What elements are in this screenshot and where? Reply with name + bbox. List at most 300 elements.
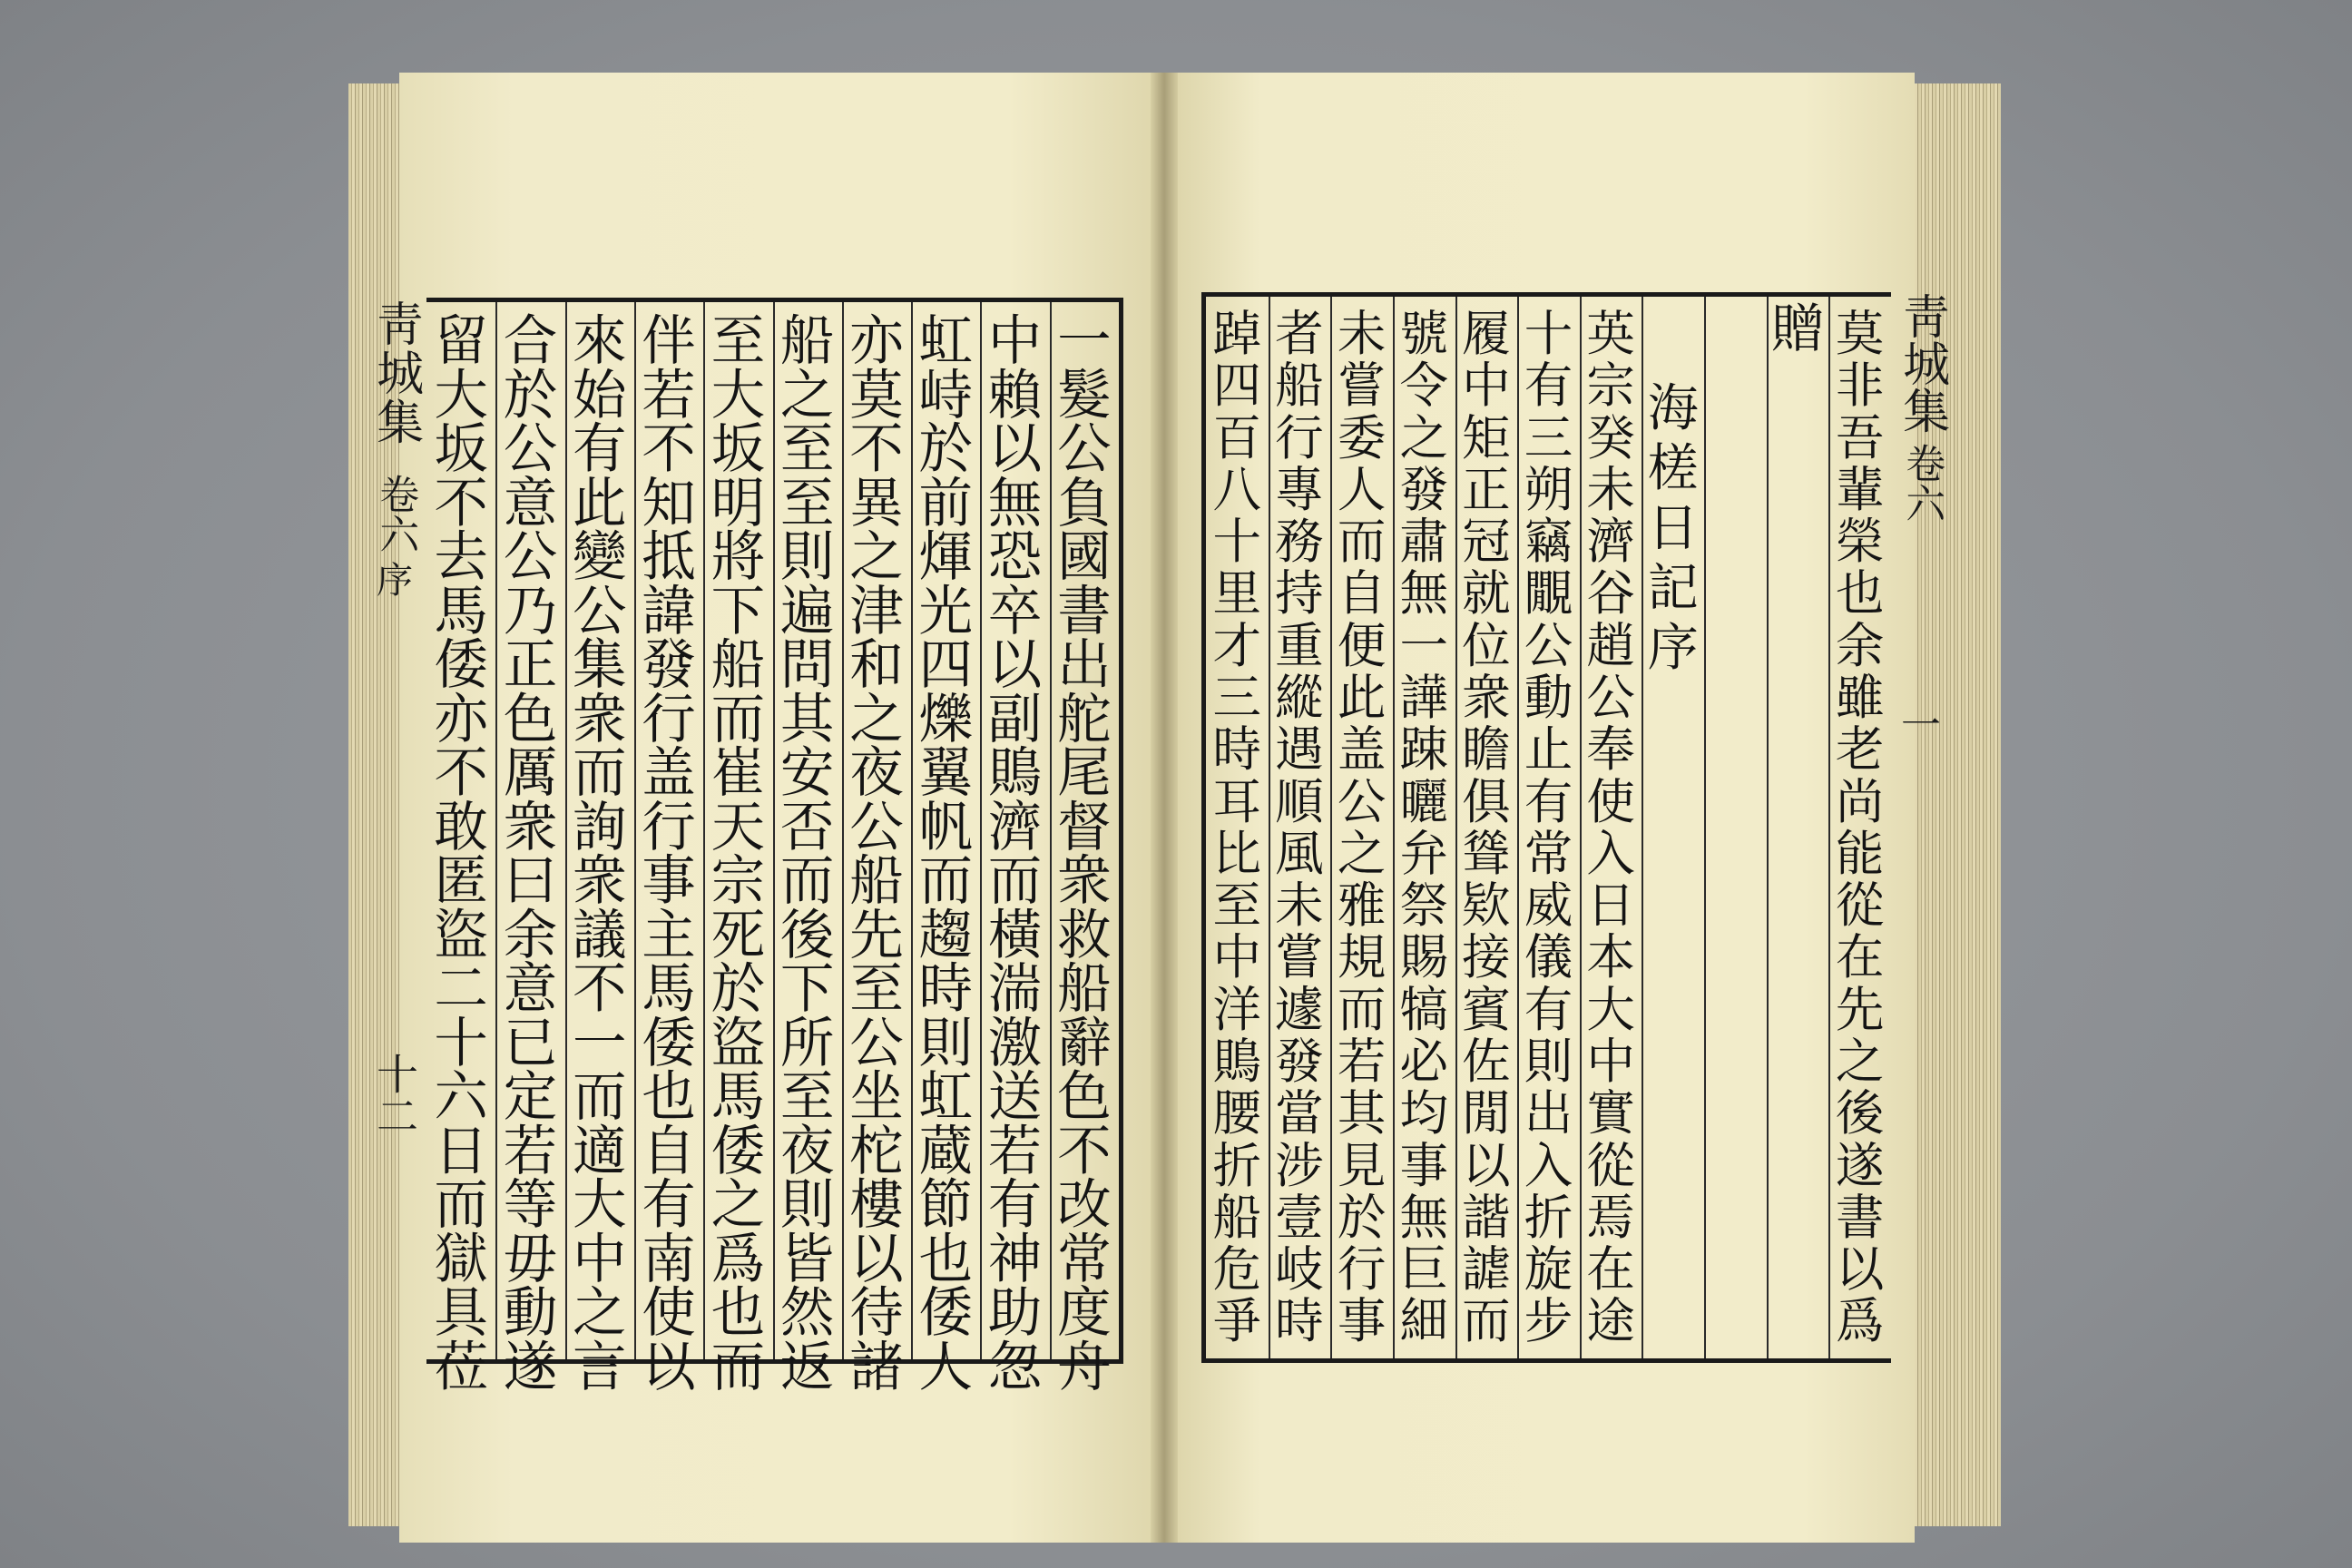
- glyph: 明: [710, 472, 766, 535]
- glyph: 二: [434, 958, 488, 1022]
- glyph: 十: [434, 1012, 488, 1075]
- glyph: 矩: [1462, 408, 1511, 466]
- glyph: 而: [572, 1066, 627, 1130]
- glyph: 書: [1835, 1188, 1885, 1246]
- glyph: 爲: [710, 1228, 766, 1291]
- glyph: 神: [987, 1228, 1043, 1291]
- glyph: 若: [503, 1120, 558, 1183]
- glyph: 之: [849, 526, 904, 590]
- glyph: 事: [1399, 1136, 1448, 1194]
- glyph: 謔: [1462, 1240, 1511, 1298]
- glyph: 大: [572, 1174, 627, 1238]
- glyph: 倭: [918, 1282, 973, 1346]
- glyph: 譁: [1399, 668, 1448, 726]
- glyph: 中: [1462, 357, 1511, 415]
- glyph: 發: [642, 634, 696, 698]
- glyph: 不: [572, 958, 627, 1022]
- glyph: 送: [987, 1066, 1043, 1130]
- text-column: [1828, 297, 1891, 1358]
- glyph: 色: [1057, 1066, 1112, 1130]
- glyph: 者: [1275, 305, 1324, 362]
- glyph: 意: [503, 472, 558, 535]
- glyph: 弁: [1399, 824, 1448, 882]
- glyph: 以: [849, 1228, 904, 1291]
- glyph: 踔: [1212, 305, 1262, 362]
- glyph: 贈: [1771, 298, 1825, 359]
- glyph: 倭: [642, 1012, 696, 1075]
- glyph: 遍: [779, 580, 835, 643]
- glyph: 之: [572, 1282, 627, 1346]
- glyph: 旋: [1524, 1240, 1573, 1298]
- glyph: 谷: [1586, 564, 1635, 622]
- glyph: 時: [1212, 720, 1262, 779]
- glyph: 大: [710, 364, 766, 427]
- glyph: 正: [1462, 460, 1511, 518]
- glyph: 欵: [1462, 877, 1511, 935]
- glyph: 以: [987, 634, 1043, 698]
- glyph: 蔵: [918, 1120, 973, 1183]
- glyph: 而: [779, 850, 835, 914]
- glyph: 海: [1647, 379, 1699, 438]
- glyph: 重: [1275, 616, 1324, 674]
- glyph: 獄: [434, 1228, 488, 1291]
- glyph: 發: [1275, 1032, 1324, 1090]
- glyph: 知: [642, 472, 696, 535]
- glyph: 有: [572, 418, 627, 482]
- glyph: 四: [1212, 357, 1262, 415]
- glyph: 莫: [1835, 305, 1885, 362]
- glyph: 將: [710, 526, 766, 590]
- glyph: 其: [779, 688, 835, 751]
- glyph: 前: [918, 472, 973, 535]
- glyph: 榮: [1835, 513, 1885, 571]
- glyph: 而: [918, 850, 973, 914]
- glyph: 雖: [1835, 668, 1885, 726]
- glyph: 至: [710, 310, 766, 373]
- glyph: 折: [1524, 1188, 1573, 1246]
- glyph: 無: [1399, 1188, 1448, 1246]
- text-column: [495, 302, 564, 1399]
- glyph: 公: [503, 526, 558, 590]
- glyph: 盖: [1337, 720, 1387, 779]
- glyph: 問: [779, 634, 835, 698]
- glyph: 而: [987, 850, 1043, 914]
- glyph: 而: [1337, 513, 1387, 571]
- glyph: 衆: [1462, 668, 1511, 726]
- glyph: 岐: [1275, 1240, 1324, 1298]
- glyph: 峙: [918, 364, 973, 427]
- glyph: 而: [434, 1174, 488, 1238]
- text-column: [773, 302, 842, 1399]
- glyph: 言: [572, 1336, 627, 1399]
- glyph: 節: [918, 1174, 973, 1238]
- glyph: 宗: [1586, 357, 1635, 415]
- glyph: 定: [503, 1066, 558, 1130]
- glyph: 之: [849, 688, 904, 751]
- glyph: 賓: [1462, 980, 1511, 1038]
- glyph: 樓: [849, 1174, 904, 1238]
- glyph: 詢: [572, 796, 627, 859]
- glyph: 則: [779, 526, 835, 590]
- glyph: 號: [1399, 305, 1448, 362]
- glyph: 馬: [434, 580, 488, 643]
- glyph: 至: [779, 472, 835, 535]
- glyph: 賴: [987, 364, 1043, 427]
- glyph: 覵: [1524, 564, 1573, 622]
- glyph: 若: [987, 1120, 1043, 1183]
- glyph: 乃: [503, 580, 558, 643]
- glyph: 返: [779, 1336, 835, 1399]
- glyph: 夜: [849, 742, 904, 806]
- glyph: 抵: [642, 526, 696, 590]
- glyph: 盖: [642, 742, 696, 806]
- glyph: 中: [1212, 928, 1262, 986]
- glyph: 從: [1586, 1136, 1635, 1194]
- glyph: 之: [710, 1174, 766, 1238]
- glyph: 動: [1524, 668, 1573, 726]
- glyph: 具: [434, 1282, 488, 1346]
- glyph: 而: [1337, 980, 1387, 1038]
- text-column: [1517, 297, 1580, 1358]
- glyph: 風: [1275, 824, 1324, 882]
- glyph: 老: [1835, 720, 1885, 779]
- glyph: 便: [1337, 616, 1387, 674]
- glyph: 此: [1337, 668, 1387, 726]
- glyph: 之: [1399, 408, 1448, 466]
- glyph: 出: [1524, 1084, 1573, 1142]
- glyph: 威: [1524, 877, 1573, 935]
- glyph: 常: [1057, 1228, 1112, 1291]
- glyph: 若: [1337, 1032, 1387, 1090]
- glyph: 而: [710, 688, 766, 751]
- glyph: 後: [1835, 1084, 1885, 1142]
- glyph: 賜: [1399, 928, 1448, 986]
- glyph: 冠: [1462, 513, 1511, 571]
- glyph: 然: [779, 1282, 835, 1346]
- glyph: 衆: [572, 850, 627, 914]
- glyph: 馬: [642, 958, 696, 1022]
- glyph: 位: [1462, 616, 1511, 674]
- glyph: 十: [1524, 305, 1573, 362]
- glyph: 船: [1057, 958, 1112, 1022]
- glyph: 縱: [1275, 668, 1324, 726]
- text-column: [980, 302, 1049, 1399]
- left-text-frame: [426, 298, 1123, 1399]
- glyph: 集: [572, 634, 627, 698]
- glyph: 等: [503, 1174, 558, 1238]
- glyph: 大: [1586, 980, 1635, 1038]
- glyph: 煇: [918, 526, 973, 590]
- glyph: 卒: [987, 580, 1043, 643]
- glyph: 英: [1586, 305, 1635, 362]
- glyph: 爲: [1835, 1292, 1885, 1350]
- glyph: 督: [1057, 796, 1112, 859]
- text-column: [565, 302, 634, 1399]
- glyph: 三: [1524, 408, 1573, 466]
- glyph: 死: [710, 904, 766, 967]
- text-column: [1642, 297, 1704, 683]
- glyph: 無: [1399, 564, 1448, 622]
- glyph: 下: [779, 958, 835, 1022]
- glyph: 焉: [1586, 1188, 1635, 1246]
- glyph: 匿: [434, 850, 488, 914]
- glyph: 務: [1275, 513, 1324, 571]
- glyph: 也: [642, 1066, 696, 1130]
- glyph: 橫: [987, 904, 1043, 967]
- glyph: 待: [849, 1282, 904, 1346]
- glyph: 帆: [918, 796, 973, 859]
- glyph: 自: [1337, 564, 1387, 622]
- glyph: 嘗: [1337, 357, 1387, 415]
- glyph: 助: [987, 1282, 1043, 1346]
- glyph: 吾: [1835, 408, 1885, 466]
- glyph: 來: [572, 310, 627, 373]
- glyph: 則: [779, 1174, 835, 1238]
- text-column: [1455, 297, 1518, 1358]
- glyph: 爭: [1212, 1292, 1262, 1350]
- glyph: 船: [1212, 1188, 1262, 1246]
- glyph: 也: [918, 1228, 973, 1291]
- glyph: 洋: [1212, 980, 1262, 1038]
- text-column: [1050, 302, 1119, 1399]
- glyph: 適: [572, 1120, 627, 1183]
- glyph: 恐: [987, 526, 1043, 590]
- glyph: 始: [572, 364, 627, 427]
- glyph: 在: [1586, 1240, 1635, 1298]
- glyph: 八: [1212, 460, 1262, 518]
- glyph: 行: [1337, 1240, 1387, 1298]
- glyph: 人: [1337, 460, 1387, 518]
- glyph: 光: [918, 580, 973, 643]
- glyph: 未: [1337, 305, 1387, 362]
- glyph: 癸: [1586, 408, 1635, 466]
- glyph: 爍: [918, 688, 973, 751]
- glyph: 就: [1462, 564, 1511, 622]
- glyph: 佐: [1462, 1032, 1511, 1090]
- column-rule: [1767, 297, 1769, 1358]
- text-column: [1393, 297, 1455, 1358]
- glyph: 俱: [1462, 772, 1511, 830]
- text-column: [1704, 297, 1767, 302]
- glyph: 南: [642, 1228, 696, 1291]
- text-column: [634, 302, 703, 1399]
- book-gutter: [1151, 73, 1178, 1543]
- glyph: 諱: [642, 580, 696, 643]
- glyph: 中: [572, 1228, 627, 1291]
- glyph: 余: [503, 904, 558, 967]
- glyph: 衆: [503, 796, 558, 859]
- glyph: 非: [1835, 357, 1885, 415]
- glyph: 津: [849, 580, 904, 643]
- glyph: 委: [1337, 408, 1387, 466]
- glyph: 使: [1586, 772, 1635, 830]
- glyph: 濟: [1586, 513, 1635, 571]
- glyph: 事: [642, 850, 696, 914]
- glyph: 曰: [503, 850, 558, 914]
- glyph: 有: [987, 1174, 1043, 1238]
- glyph: 規: [1337, 928, 1387, 986]
- glyph: 途: [1586, 1292, 1635, 1350]
- glyph: 實: [1586, 1084, 1635, 1142]
- glyph: 而: [572, 742, 627, 806]
- right-margin-title: [1887, 292, 1955, 927]
- glyph: 奉: [1586, 720, 1635, 779]
- glyph: 鵙: [987, 742, 1043, 806]
- glyph: 改: [1057, 1174, 1112, 1238]
- glyph: 書: [1057, 580, 1112, 643]
- glyph: 一: [572, 1012, 627, 1075]
- glyph: 趨: [918, 904, 973, 967]
- glyph: 馬: [710, 1066, 766, 1130]
- text-column: [426, 302, 495, 1399]
- glyph: 發: [1399, 460, 1448, 518]
- glyph: 順: [1275, 772, 1324, 830]
- text-column: [1330, 297, 1393, 1358]
- glyph: 船: [710, 634, 766, 698]
- glyph: 伴: [642, 310, 696, 373]
- glyph: 虹: [918, 310, 973, 373]
- glyph: 記: [1647, 559, 1699, 618]
- glyph: 本: [1586, 928, 1635, 986]
- glyph: 也: [710, 1282, 766, 1346]
- glyph: 莅: [434, 1336, 488, 1399]
- glyph: 副: [987, 688, 1043, 751]
- glyph: 時: [1275, 1292, 1324, 1350]
- glyph: 遽: [1275, 980, 1324, 1038]
- glyph: 均: [1399, 1084, 1448, 1142]
- glyph: 事: [1337, 1292, 1387, 1350]
- left-margin-title: [361, 299, 428, 1298]
- glyph: 和: [849, 634, 904, 698]
- glyph: 國: [1057, 526, 1112, 590]
- glyph: 折: [1212, 1136, 1262, 1194]
- glyph: 異: [849, 472, 904, 535]
- glyph: 後: [779, 904, 835, 967]
- glyph: 毋: [503, 1228, 558, 1291]
- glyph: 髮: [1057, 364, 1112, 427]
- glyph: 則: [918, 1012, 973, 1075]
- glyph: 公: [849, 796, 904, 859]
- glyph: 余: [1835, 616, 1885, 674]
- glyph: 而: [710, 1336, 766, 1399]
- glyph: 留: [434, 310, 488, 373]
- glyph: 公: [1337, 772, 1387, 830]
- glyph: 有: [1524, 357, 1573, 415]
- glyph: 變: [572, 526, 627, 590]
- glyph: 巨: [1399, 1240, 1448, 1298]
- glyph: 當: [1275, 1084, 1324, 1142]
- glyph: 里: [1212, 564, 1262, 622]
- glyph: 鵙: [1212, 1032, 1262, 1090]
- glyph: 合: [503, 310, 558, 373]
- glyph: 此: [572, 472, 627, 535]
- glyph: 百: [1212, 408, 1262, 466]
- glyph: 日: [1647, 499, 1699, 558]
- glyph: 踈: [1399, 720, 1448, 779]
- glyph: 未: [1275, 877, 1324, 935]
- glyph: 諧: [1462, 1188, 1511, 1246]
- glyph: 使: [642, 1282, 696, 1346]
- left-folio: [370, 1053, 419, 1136]
- glyph: 十: [1212, 513, 1262, 571]
- glyph: 於: [503, 364, 558, 427]
- glyph: 在: [1835, 928, 1885, 986]
- glyph: 救: [1057, 904, 1112, 967]
- glyph: 尚: [1835, 772, 1885, 830]
- glyph: 公: [503, 418, 558, 482]
- glyph: 令: [1399, 357, 1448, 415]
- glyph: 中: [987, 310, 1043, 373]
- glyph: 天: [710, 796, 766, 859]
- glyph: 敢: [434, 796, 488, 859]
- glyph: 亦: [849, 310, 904, 373]
- glyph: 一: [1399, 616, 1448, 674]
- glyph: 以: [642, 1336, 696, 1399]
- glyph: 至: [779, 418, 835, 482]
- glyph: 尾: [1057, 742, 1112, 806]
- glyph: 去: [434, 526, 488, 590]
- glyph: 公: [1586, 668, 1635, 726]
- glyph: 至: [779, 1066, 835, 1130]
- glyph: 倭: [710, 1120, 766, 1183]
- glyph: 出: [1057, 634, 1112, 698]
- glyph: 不: [1057, 1120, 1112, 1183]
- text-column: [1767, 297, 1829, 359]
- glyph: 見: [1337, 1136, 1387, 1194]
- glyph: 議: [572, 904, 627, 967]
- glyph: 聳: [1462, 824, 1511, 882]
- glyph: 倭: [434, 634, 488, 698]
- text-column: [1580, 297, 1642, 1358]
- glyph: 行: [642, 688, 696, 751]
- glyph: 所: [779, 1012, 835, 1075]
- glyph: 也: [1835, 564, 1885, 622]
- glyph: 皆: [779, 1228, 835, 1291]
- glyph: 而: [1462, 1292, 1511, 1350]
- glyph: 意: [503, 958, 558, 1022]
- glyph: 行: [642, 796, 696, 859]
- folio-number: 十二: [370, 1053, 419, 1136]
- glyph: 儀: [1524, 928, 1573, 986]
- glyph: 以: [1835, 1240, 1885, 1298]
- glyph: 衆: [572, 688, 627, 751]
- right-volume-chars: 卷六: [1898, 443, 1945, 523]
- glyph: 公: [849, 1012, 904, 1075]
- glyph: 序: [1647, 619, 1699, 678]
- glyph: 閒: [1462, 1084, 1511, 1142]
- left-volume-chars: 卷六: [372, 474, 419, 554]
- glyph: 其: [1337, 1084, 1387, 1142]
- glyph: 坂: [434, 418, 488, 482]
- glyph: 六: [434, 1066, 488, 1130]
- glyph: 至: [1212, 877, 1262, 935]
- glyph: 若: [642, 364, 696, 427]
- glyph: 一: [1057, 310, 1112, 373]
- glyph: 坐: [849, 1066, 904, 1130]
- glyph: 腰: [1212, 1084, 1262, 1142]
- glyph: 舟: [1057, 1336, 1112, 1399]
- glyph: 崔: [710, 742, 766, 806]
- glyph: 四: [918, 634, 973, 698]
- glyph: 步: [1524, 1292, 1573, 1350]
- glyph: 雅: [1337, 877, 1387, 935]
- glyph: 辭: [1057, 1012, 1112, 1075]
- glyph: 行: [1275, 408, 1324, 466]
- glyph: 公: [1057, 418, 1112, 482]
- glyph: 遇: [1275, 720, 1324, 779]
- glyph: 不: [849, 418, 904, 482]
- glyph: 有: [1524, 772, 1573, 830]
